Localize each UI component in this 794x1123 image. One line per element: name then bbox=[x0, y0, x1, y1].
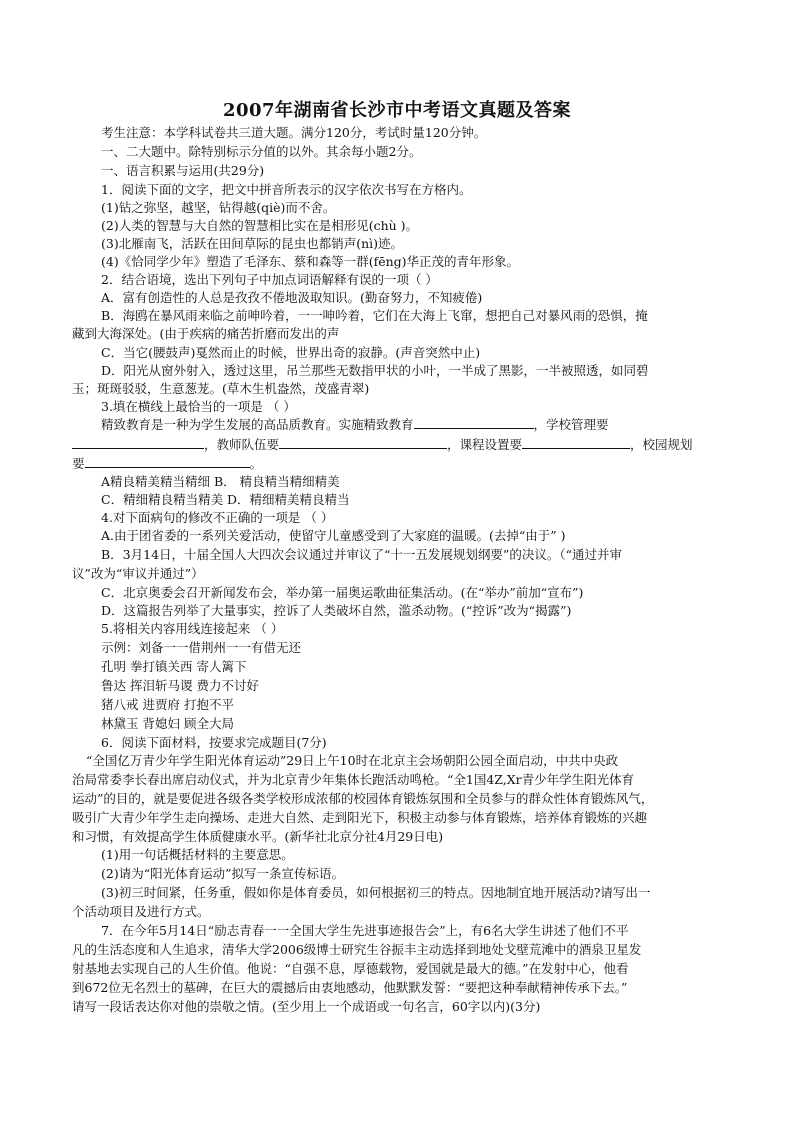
question-3-text: ，校园规划 bbox=[630, 437, 693, 452]
question-2-option-d-cont: 玉；斑斑驳驳，生意葱茏。(草木生机盎然，茂盛青翠) bbox=[72, 381, 370, 396]
question-3-options-ab: A精良精美精当精细 B． 精良精当精细精美 bbox=[101, 474, 340, 489]
question-1-item-1: (1)钻之弥坚，越坚，钻得越(qiè)而不舍。 bbox=[101, 200, 336, 215]
question-6-item-3: (3)初三时间紧，任务重，假如你是体育委员，如何根据初三的特点。因地制宜地开展活动?请写出一 bbox=[101, 885, 651, 900]
question-4-option-a: A.由于团省委的一系列关爱活动，使留守儿童感受到了大家庭的温暖。(去掉“由于” ) bbox=[101, 528, 566, 543]
question-2-option-c: C．当它(腰鼓声)戛然而止的时候，世界出奇的寂静。(声音突然中止) bbox=[101, 345, 481, 360]
question-7-paragraph: 到672位无名烈士的墓碑，在巨大的震撼后由衷地感动，他默默发誓：“要把这种奉献精神传承下去。” bbox=[72, 980, 628, 995]
question-3-stem: 3.填在横线上最恰当的一项是 （ ） bbox=[101, 399, 296, 414]
question-3-text: ，课程设置要 bbox=[447, 437, 523, 452]
question-3-text: 。 bbox=[249, 456, 263, 471]
question-6-paragraph: 和习惯，有效提高学生体质健康水平。(新华社北京分社4月29日电) bbox=[72, 829, 444, 844]
question-3-line-2 bbox=[72, 436, 693, 454]
question-1-item-3: (3)北雁南飞，活跃在田间草际的昆虫也都销声(nì)迹。 bbox=[101, 236, 404, 251]
question-3-options-cd: C．精细精良精当精美 D．精细精美精良精当 bbox=[101, 492, 350, 507]
question-6-stem: 6．阅读下面材料，按要求完成题目(7分) bbox=[101, 735, 327, 750]
question-2-option-b-cont: 藏到大海深处。(由于疾病的痛苦折磨而发出的声 bbox=[72, 326, 340, 341]
question-6-paragraph: 运动”的目的，就是要促进各级各类学校形成浓郁的校园体育锻炼氛围和全员参与的群众性体育锻炼风气， bbox=[72, 791, 654, 806]
question-7-paragraph: 射基地去实现自己的人生价值。他说：“自强不息，厚德载物，爱国就是最大的德。”在发射中心，他看 bbox=[72, 961, 629, 976]
blank-line bbox=[522, 436, 630, 449]
question-1-stem: 1．阅读下面的文字，把文中拼音所表示的汉字依次书写在方格内。 bbox=[101, 182, 472, 197]
question-5-row: 林黛玉 背媳妇 顾全大局 bbox=[101, 716, 234, 731]
question-5-stem: 5.将相关内容用线连接起来 （ ） bbox=[101, 621, 284, 636]
question-6-paragraph: “全国亿万青少年学生阳光体育运动”29日上午10时在北京主会场朝阳公园全面启动，中共中央政 bbox=[86, 753, 619, 768]
question-6-paragraph: 吸引广大青少年学生走向操场、走进大自然、走到阳光下，积极主动参与体育锻炼，培养体育锻炼的兴趣 bbox=[72, 810, 648, 825]
question-2-option-a: A．富有创造性的人总是孜孜不倦地汲取知识。(勤奋努力，不知疲倦) bbox=[101, 290, 483, 305]
question-6-paragraph: 治局常委李长春出席启动仪式，并为北京青少年集体长跑活动鸣枪。“全1国4Z,Xr青少年学生阳光体育 bbox=[72, 772, 635, 787]
question-3-text: ，教师队伍要 bbox=[204, 437, 280, 452]
question-3-text: ，学校管理要 bbox=[533, 417, 609, 432]
question-5-row: 鲁达 挥泪斩马谡 费力不讨好 bbox=[101, 678, 259, 693]
question-4-option-d: D．这篇报告列举了大量事实，控诉了人类破坏自然，滥杀动物。(“控诉”改为“揭露”) bbox=[101, 603, 572, 618]
notice-line-2: 一、二大题中。除特别标示分值的以外。其余每小题2分。 bbox=[101, 144, 422, 159]
question-4-option-b-cont: 议”改为“审议并通过”） bbox=[72, 566, 204, 581]
blank-line bbox=[72, 436, 204, 449]
question-2-option-d: D．阳光从窗外射入，透过这里，吊兰那些无数指甲状的小叶，一半成了黑影，一半被照透，如同碧 bbox=[101, 363, 649, 378]
question-4-stem: 4.对下面病句的修改不正确的一项是 （ ） bbox=[101, 510, 334, 525]
blank-line bbox=[414, 416, 534, 429]
blank-line bbox=[279, 436, 447, 449]
question-3-line-3 bbox=[72, 455, 262, 473]
question-1-item-4: (4)《恰同学少年》塑造了毛泽东、蔡和森等一群(fēng)华正茂的青年形象。 bbox=[101, 254, 520, 269]
question-1-item-2: (2)人类的智慧与大自然的智慧相比实在是相形见(chù )。 bbox=[101, 218, 419, 233]
question-2-option-b: B．海鸥在暴风雨来临之前呻吟着，一一呻吟着，它们在大海上飞窜，想把自己对暴风雨的恐惧，掩 bbox=[101, 308, 648, 323]
section-heading: 一、语言积累与运用(共29分) bbox=[101, 163, 265, 178]
question-4-option-c: C．北京奥委会召开新闻发布会，举办第一届奥运歌曲征集活动。(在“举办”前加“宣布”) bbox=[101, 585, 584, 600]
question-4-option-b: B．3月14日，十届全国人大四次会议通过并审议了“十一五发展规划纲要”的决议。（“通过并审 bbox=[101, 547, 622, 562]
question-7-paragraph: 凡的生活态度和人生追求，清华大学2006级博士研究生谷振丰主动选择到地处戈壁荒滩中的酒泉卫星发 bbox=[72, 942, 642, 957]
question-7-paragraph: 7．在今年5月14日“励志青春一一全国大学生先进事迹报告会”上，有6名大学生讲述了他们不平 bbox=[101, 923, 629, 938]
question-3-text: 要 bbox=[72, 456, 85, 471]
question-5-row: 猪八戒 进贾府 打抱不平 bbox=[101, 697, 234, 712]
blank-line bbox=[85, 455, 250, 468]
question-2-stem: 2．结合语境，选出下列句子中加点词语解释有误的一项（ ） bbox=[101, 272, 438, 287]
question-5-example: 示例：刘备一一借荆州一一有借无还 bbox=[101, 640, 302, 655]
page-title: 2007年湖南省长沙市中考语文真题及答案 bbox=[222, 100, 572, 121]
question-6-item-2: (2)请为“阳光体育运动”拟写一条宣传标语。 bbox=[101, 866, 344, 881]
question-3-line-1 bbox=[101, 416, 609, 434]
question-7-paragraph: 请写一段话表达你对他的崇敬之情。(至少用上一个成语或一句名言，60字以内)(3分) bbox=[72, 999, 541, 1014]
question-3-text: 精致教育是一种为学生发展的高品质教育。实施精致教育 bbox=[101, 417, 414, 432]
notice-line: 考生注意：本学科试卷共三道大题。满分120分，考试时量120分钟。 bbox=[101, 125, 487, 140]
question-6-item-1: (1)用一句话概括材料的主要意思。 bbox=[101, 847, 294, 862]
question-5-row: 孔明 拳打镇关西 寄人篱下 bbox=[101, 659, 247, 674]
question-6-item-3-cont: 个活动项目及进行方式。 bbox=[72, 904, 210, 919]
